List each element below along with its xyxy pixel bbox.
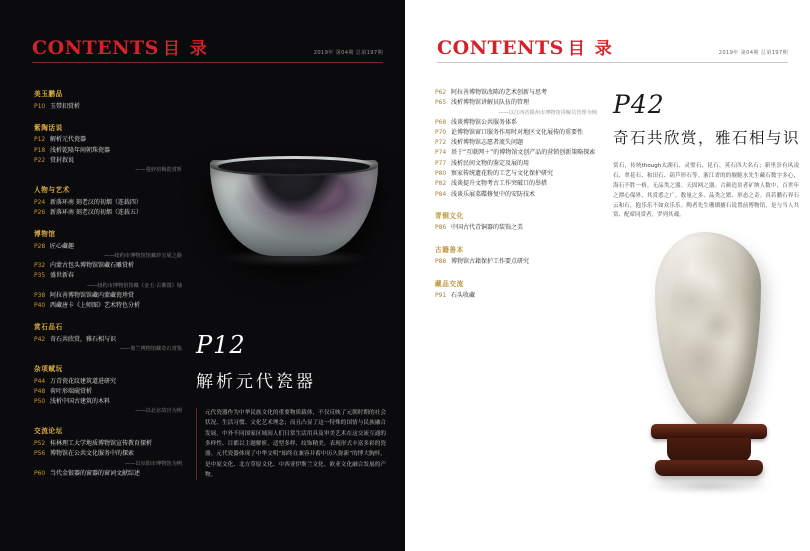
feature-body-text: 赏石，传统though太湖石、灵璧石、昆石、英石四大名石；新里崇有风凌石、翠花石、和田石、葫芦形石等。浙江省的的舰脆水先生藏石数字多心，海石不胜一格。无品类之器。天固网之器。合颜造景者矿纳人数中，百世年之潭心保界，其赏悉之广。数量之多、品类之繁、形态之奇。真若鹏石界石云和石，抱乐乐不如众乐乐。陶者先生珊瑚捕石说置前博物馆，是与当人共赏、配席同赏者，罗列其魂。 xyxy=(613,163,799,219)
toc-entry[interactable] xyxy=(34,335,184,344)
toc-entry[interactable] xyxy=(435,179,599,188)
toc-section xyxy=(34,425,184,477)
toc-entry-page: P24 xyxy=(34,198,46,206)
toc-entry[interactable] xyxy=(435,138,599,147)
toc-entry[interactable] xyxy=(34,261,184,270)
toc-entry-text: 内蒙古包头博物馆馆藏石雕赏析 xyxy=(50,262,135,270)
toc-entry[interactable] xyxy=(34,301,184,310)
toc-entry[interactable] xyxy=(435,291,599,300)
toc-entry-page: P52 xyxy=(34,439,46,447)
toc-subnote: ——曼妙窑梅瓷赏析 xyxy=(135,167,182,174)
toc-entry-text: 当代金银器的窗器的窗词文献综述 xyxy=(50,469,141,477)
right-feature-block xyxy=(613,92,801,221)
contents-title-en: CONTENTS xyxy=(437,37,564,59)
toc-section-title: 藏品交流 xyxy=(435,279,464,288)
toc-entry[interactable] xyxy=(34,469,184,478)
toc-entry[interactable] xyxy=(34,397,184,406)
toc-entry[interactable] xyxy=(435,169,599,178)
toc-entry-page: P80 xyxy=(435,170,447,178)
toc-entry-text: 浅谈乐展菜碟修复中的安防技术 xyxy=(451,190,536,198)
toc-entry-page: P65 xyxy=(435,99,447,107)
toc-section-title: 青铜文化 xyxy=(435,211,464,220)
toc-section xyxy=(435,210,599,233)
toc-entry-text: 新落环南 刻老汉的初烟（连载五） xyxy=(50,208,142,216)
toc-entry-text: 浅析民间文物的鉴定及展的用 xyxy=(451,159,530,167)
toc-entry[interactable] xyxy=(34,291,184,300)
toc-section xyxy=(435,244,599,267)
toc-entry[interactable] xyxy=(435,223,599,232)
stand-waist xyxy=(667,438,751,462)
toc-entry-text: 万青瓷花纹建筑道进研究 xyxy=(50,377,117,385)
right-toc xyxy=(435,88,599,311)
toc-subnote: ——以江西省赣州市博物馆讲解员管理为例 xyxy=(498,109,597,116)
stand-shadow xyxy=(645,480,773,493)
toc-entry[interactable] xyxy=(34,377,184,386)
toc-entry-page: P60 xyxy=(34,469,46,477)
toc-entry[interactable] xyxy=(435,128,599,137)
toc-entry-text: 浅谈提升文物考古工作突破口的举措 xyxy=(451,180,548,188)
feature-heading: 解析元代瓷器 xyxy=(196,372,316,392)
toc-entry-page: P48 xyxy=(34,387,46,395)
yuan-bowl-photo xyxy=(196,150,392,280)
toc-entry[interactable] xyxy=(34,146,184,155)
toc-entry-page: P26 xyxy=(34,208,46,216)
toc-entry[interactable] xyxy=(34,135,184,144)
toc-entry-page: P42 xyxy=(34,335,46,343)
toc-section xyxy=(34,122,184,173)
toc-section xyxy=(435,278,599,301)
toc-entry-text: 阿拉善博物馆馆藏内蒙藏瓷珍赏 xyxy=(50,291,135,299)
toc-entry[interactable] xyxy=(34,242,184,251)
toc-entry-page: P35 xyxy=(34,272,46,280)
toc-entry-text: 博物馆在公共文化服务中的探索 xyxy=(50,450,135,458)
toc-entry-page: P38 xyxy=(34,291,46,299)
toc-entry-text: 盛世新春 xyxy=(50,272,75,280)
issue-meta: 2019年 第04期 总第197期 xyxy=(718,50,788,56)
toc-subnote: ——以北京故宫为例 xyxy=(135,408,182,415)
toc-entry-page: P84 xyxy=(435,190,447,198)
toc-entry-text: 浅析中国古建筑的木料 xyxy=(50,398,111,406)
toc-section-title: 赏石品石 xyxy=(34,323,63,332)
toc-entry-text: 察家传统遗花粉的工艺与文化保护研究 xyxy=(451,170,554,178)
stand-base xyxy=(655,460,763,476)
toc-entry[interactable] xyxy=(435,88,599,97)
toc-entry-text: 博物馆古籍保护工作要点研究 xyxy=(451,258,530,266)
toc-entry-page: P44 xyxy=(34,377,46,385)
toc-entry-page: P56 xyxy=(34,450,46,458)
toc-section-title: 杂项赋玩 xyxy=(34,365,63,374)
toc-entry-page: P18 xyxy=(34,146,46,154)
contents-title-cn: 目 录 xyxy=(567,39,614,59)
toc-entry-page: P62 xyxy=(435,89,447,96)
scholar-rock xyxy=(655,232,761,432)
toc-entry[interactable] xyxy=(435,257,599,266)
feature-body-text: 元代瓷器作为中华民族文化的重要物质载体，不仅反映了元朝时期的社会状况、生活习惯、文化艺术理念；而且凸显了这一特殊的国情与民族融合发展。中外不同国家区域间人们日常生活用具及审美艺术在这交流互通的多样性、目都以主题解析，适型多样、纹饰精美，表现形式丰富多彩的瓷器。元代瓷器体现了中华文明“始终在兼容并蓄中历久弥新”的博大胸怀，是中原文化、北方草原文化、中西亚伊斯兰文化、欧亚文化融合发展的产物。 xyxy=(196,408,386,480)
wooden-stand xyxy=(651,424,767,480)
toc-entry-page: P91 xyxy=(435,292,447,300)
toc-entry-page: P72 xyxy=(435,139,447,147)
issue-meta: 2019年 第04期 总第197期 xyxy=(313,50,383,56)
toc-entry-text: 中国古代青铜器的装饰之美 xyxy=(451,224,524,232)
feature-page-number: P42 xyxy=(613,90,665,119)
toc-entry-text: 荷叶形端砚赏析 xyxy=(50,387,93,395)
toc-entry[interactable] xyxy=(34,387,184,396)
right-page-header xyxy=(437,34,788,59)
toc-entry[interactable] xyxy=(34,439,184,448)
toc-section-title: 紫陶话说 xyxy=(34,123,63,132)
toc-entry-text: 玉带扣赏析 xyxy=(50,102,81,110)
feature-heading: 奇石共欣赏，雅石相与识 xyxy=(613,129,801,147)
toc-section xyxy=(435,88,599,199)
right-page xyxy=(405,0,810,551)
contents-title xyxy=(32,34,209,59)
toc-entry-page: P50 xyxy=(34,398,46,406)
toc-section-title: 古籍善本 xyxy=(435,245,464,254)
header-divider xyxy=(32,62,383,63)
toc-section-title: 交流论坛 xyxy=(34,427,63,436)
toc-entry-text: 奇石共欣赏，雅石相与识 xyxy=(50,335,117,343)
toc-entry-page: P40 xyxy=(34,301,46,309)
header-divider xyxy=(437,62,788,63)
toc-entry-page: P88 xyxy=(435,258,447,266)
toc-entry-text: 浅谈博物馆公共服务体系 xyxy=(451,118,518,126)
toc-entry-page: P22 xyxy=(34,156,46,164)
contents-title-cn: 目 录 xyxy=(162,39,209,59)
toc-entry[interactable] xyxy=(34,156,184,165)
toc-entry[interactable] xyxy=(34,102,184,111)
toc-entry-text: 基于“互联网＋”的博物馆文创产品的营销创新策略探索 xyxy=(451,149,596,157)
toc-entry-text: 西藏唐卡《上师图》艺术特色分析 xyxy=(50,301,141,309)
toc-subnote: ——奥兰博物馆藏奇石赏鉴 xyxy=(119,346,182,353)
toc-section xyxy=(34,88,184,111)
scholar-rock-photo xyxy=(637,232,787,512)
toc-entry[interactable] xyxy=(34,208,184,217)
toc-entry-text: 浅析博物馆志愿者流失问题 xyxy=(451,139,524,147)
toc-entry[interactable] xyxy=(34,198,184,207)
toc-entry-page: P68 xyxy=(435,118,447,126)
bowl-interior xyxy=(218,159,370,174)
toc-entry[interactable] xyxy=(34,271,184,280)
toc-entry-page: P70 xyxy=(435,128,447,136)
toc-entry[interactable] xyxy=(435,190,599,199)
toc-entry-page: P77 xyxy=(435,159,447,167)
feature-page-number: P12 xyxy=(196,331,246,359)
toc-entry-page: P12 xyxy=(34,136,46,144)
toc-entry-text: 阿拉善博物馆改陈的艺术创新与思考 xyxy=(451,89,548,96)
toc-subnote: ——以阜阳市博物馆为例 xyxy=(124,460,182,467)
toc-section xyxy=(34,363,184,414)
toc-entry-page: P74 xyxy=(435,149,447,157)
toc-entry[interactable] xyxy=(435,118,599,127)
left-page-header xyxy=(32,34,383,59)
toc-entry-page: P82 xyxy=(435,180,447,188)
toc-entry-text: 论博物馆窗口服务作用时对地区文化展传的重要性 xyxy=(451,128,584,136)
toc-section-title: 人物与艺术 xyxy=(34,186,70,195)
toc-entry-text: 石头收藏 xyxy=(451,292,476,300)
stand-top xyxy=(651,424,767,439)
toc-entry-page: P10 xyxy=(34,102,46,110)
toc-entry-text: 赏封叙说 xyxy=(50,156,75,164)
toc-section xyxy=(34,228,184,310)
toc-entry-page: P86 xyxy=(435,224,447,232)
toc-entry-text: 浅析博物馆讲解员队伍的管理 xyxy=(451,99,530,107)
toc-entry[interactable] xyxy=(435,159,599,168)
toc-entry[interactable] xyxy=(435,98,599,107)
left-toc xyxy=(34,88,184,489)
toc-subnote: ——纽约市博物馆馆藏珍宝展之路 xyxy=(104,253,182,260)
toc-section xyxy=(34,321,184,352)
toc-entry[interactable] xyxy=(34,449,184,458)
contents-title xyxy=(437,34,614,59)
toc-entry[interactable] xyxy=(435,148,599,157)
bowl-shadow xyxy=(220,250,370,266)
toc-subnote: ——纽约市博物馆馆藏《金玉·古佛图》轴 xyxy=(86,282,182,289)
toc-entry-page: P28 xyxy=(34,242,46,250)
toc-section xyxy=(34,184,184,217)
contents-title-en: CONTENTS xyxy=(32,37,159,59)
toc-entry-text: 桂林理工大学地质博物馆宣传教育探析 xyxy=(50,439,153,447)
toc-section-title: 美玉鹏品 xyxy=(34,90,63,98)
page-gutter xyxy=(405,0,406,551)
toc-entry-text: 解析元代瓷器 xyxy=(50,136,87,144)
toc-entry-text: 新落环南 刻老汉的初烟（连载四） xyxy=(50,198,142,206)
toc-entry-page: P32 xyxy=(34,262,46,270)
toc-entry-text: 匠心藏趣 xyxy=(50,242,75,250)
left-feature-block xyxy=(196,333,392,480)
toc-section-title: 博物馆 xyxy=(34,230,56,239)
toc-entry-text: 浅析乾隆年间朝珠瓷器 xyxy=(50,146,111,154)
